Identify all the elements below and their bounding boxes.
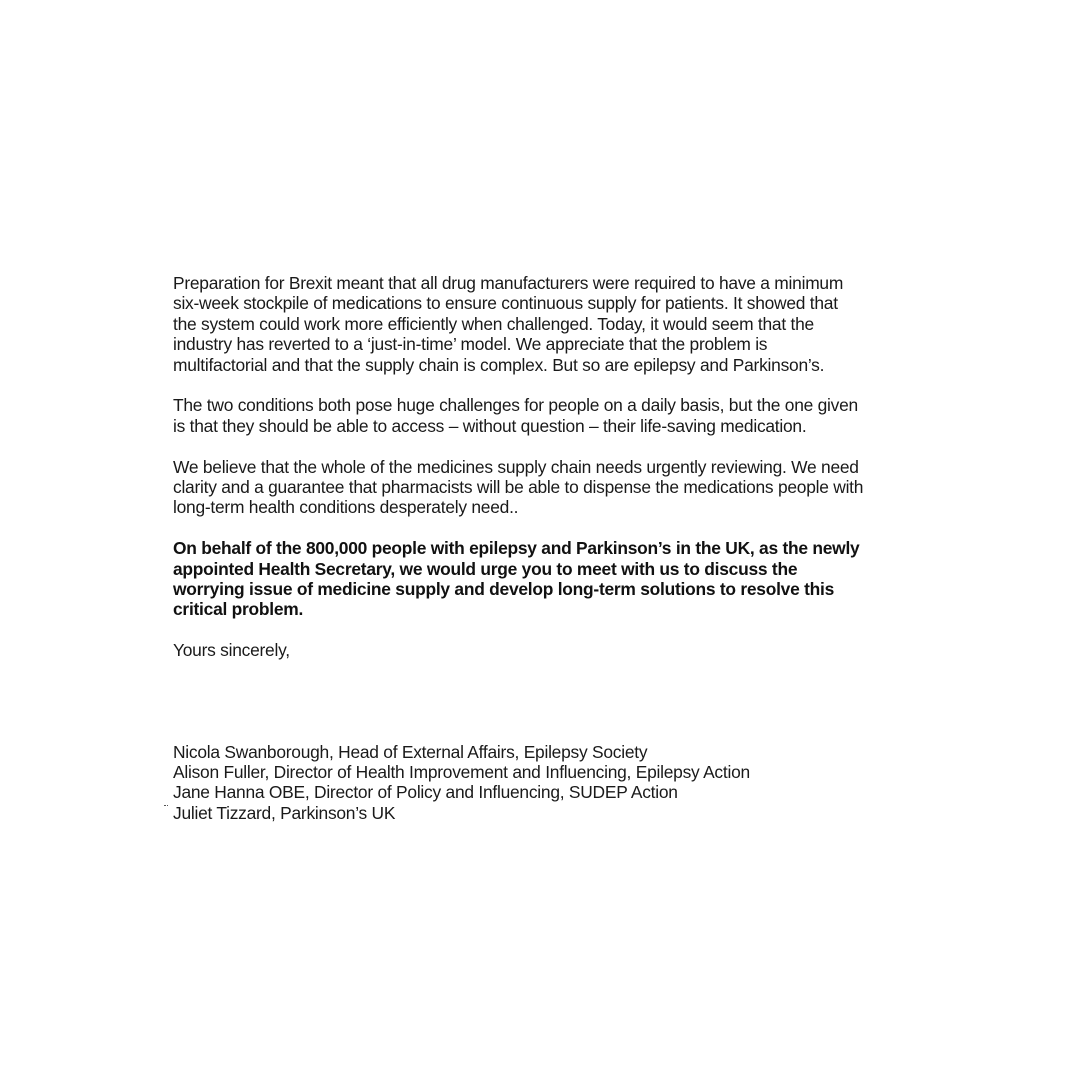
text-line: six-week stockpile of medications to ensure continuous supply for patients. It showed that xyxy=(173,293,838,314)
signatory: Jane Hanna OBE, Director of Policy and Influencing, SUDEP Action xyxy=(173,782,678,803)
scan-artifact-mark xyxy=(164,805,168,808)
signatory: Juliet Tizzard, Parkinson’s UK xyxy=(173,802,396,823)
text-line: long-term health conditions desperately need.. xyxy=(173,497,519,518)
signatory: Nicola Swanborough, Head of External Affairs, Epilepsy Society xyxy=(173,741,648,762)
text-line: clarity and a guarantee that pharmacists will be able to dispense the medications people with xyxy=(173,477,864,498)
text-line: appointed Health Secretary, we would urge you to meet with us to discuss the xyxy=(173,558,798,579)
paragraph-request-meeting xyxy=(173,538,923,620)
text-line: worrying issue of medicine supply and develop long-term solutions to resolve this xyxy=(173,579,834,600)
paragraph-two-conditions xyxy=(173,395,923,436)
signatory-list xyxy=(173,742,923,824)
paragraph-brexit-stockpile xyxy=(173,273,923,375)
paragraph-supply-chain-review xyxy=(173,457,923,518)
text-line: multifactorial and that the supply chain is complex. But so are epilepsy and Parkinson’s. xyxy=(173,354,825,375)
text-line: We believe that the whole of the medicines supply chain needs urgently reviewing. We need xyxy=(173,456,859,477)
text-line: industry has reverted to a ‘just-in-time’ model. We appreciate that the problem is xyxy=(173,334,768,355)
text-line: Preparation for Brexit meant that all drug manufacturers were required to have a minimum xyxy=(173,273,844,293)
closing-salutation: Yours sincerely, xyxy=(173,640,290,661)
text-line: On behalf of the 800,000 people with epilepsy and Parkinson’s in the UK, as the newly xyxy=(173,538,860,559)
letter-body xyxy=(173,273,923,823)
signatory: Alison Fuller, Director of Health Improvement and Influencing, Epilepsy Action xyxy=(173,762,750,783)
text-line: is that they should be able to access – without question – their life-saving medication. xyxy=(173,415,807,436)
text-line: the system could work more efficiently when challenged. Today, it would seem that the xyxy=(173,313,814,334)
text-line: The two conditions both pose huge challenges for people on a daily basis, but the one given xyxy=(173,395,858,416)
text-line: critical problem. xyxy=(173,599,304,620)
